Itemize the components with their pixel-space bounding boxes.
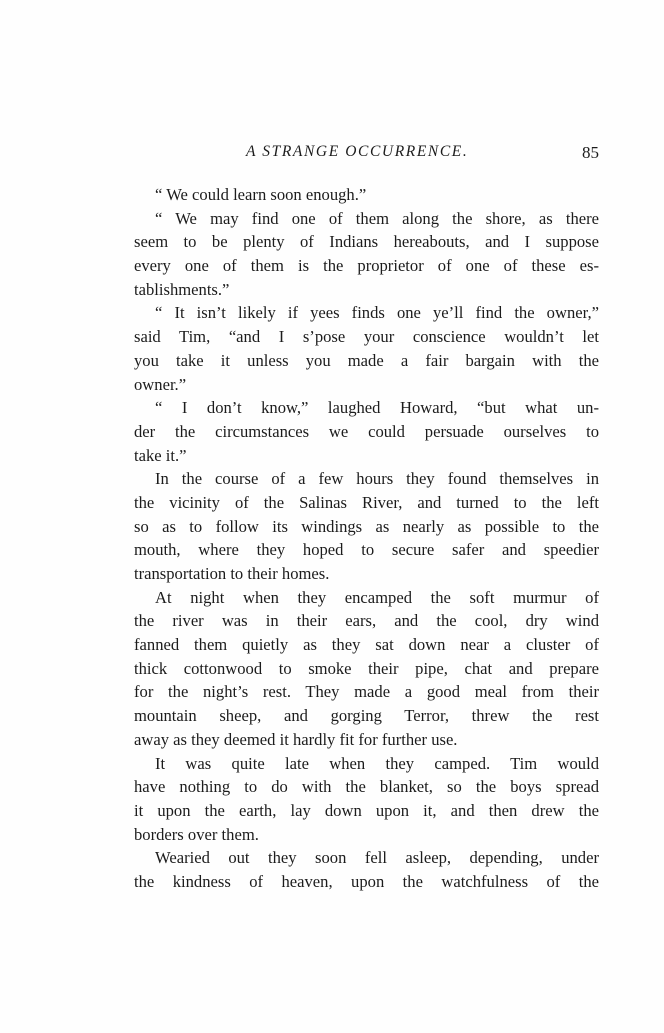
text-line: the kindness of heaven, upon the watchfulness of the — [134, 871, 599, 891]
text-line: tablishments.” — [134, 279, 230, 299]
page-number: 85 — [582, 143, 599, 162]
text-line: seem to be plenty of Indians hereabouts, and I suppose — [134, 232, 599, 252]
text-line: mouth, where they hoped to secure safer and speedier — [134, 540, 599, 560]
text-line: every one of them is the proprietor of one of these es- — [134, 256, 599, 276]
body-text — [134, 183, 599, 894]
text-line: thick cottonwood to smoke their pipe, chat and prepare — [134, 658, 599, 678]
text-line: Wearied out they soon fell asleep, depending, under — [155, 848, 599, 868]
text-line: for the night’s rest. They made a good meal from their — [134, 682, 599, 702]
text-line: der the circumstances we could persuade ourselves to — [134, 421, 599, 441]
text-line: have nothing to do with the blanket, so the boys spread — [134, 777, 599, 797]
text-line: so as to follow its windings as nearly as possible to the — [134, 516, 599, 536]
text-line: borders over them. — [134, 824, 259, 844]
text-line: said Tim, “and I s’pose your conscience wouldn’t let — [134, 327, 599, 347]
text-line: away as they deemed it hardly fit for further use. — [134, 729, 458, 749]
text-line: “ I don’t know,” laughed Howard, “but what un- — [155, 398, 599, 418]
text-line: “ We may find one of them along the shore, as there — [155, 208, 599, 228]
running-header — [134, 143, 599, 167]
text-line: transportation to their homes. — [134, 564, 330, 583]
text-line: take it.” — [134, 445, 187, 465]
text-line: In the course of a few hours they found themselves in — [155, 469, 599, 489]
text-line: it upon the earth, lay down upon it, and then drew the — [134, 800, 599, 820]
chapter-title: A STRANGE OCCURRENCE. — [246, 143, 469, 160]
text-line: mountain sheep, and gorging Terror, threw the rest — [134, 706, 599, 726]
text-line: you take it unless you made a fair bargain with the — [134, 350, 599, 370]
text-line: owner.” — [134, 374, 187, 394]
text-line: fanned them quietly as they sat down near a cluster of — [134, 635, 599, 655]
text-line: the vicinity of the Salinas River, and turned to the left — [134, 492, 599, 512]
text-line: “ We could learn soon enough.” — [155, 185, 367, 204]
text-line: At night when they encamped the soft murmur of — [155, 587, 599, 607]
text-line: “ It isn’t likely if yees finds one ye’ll find the owner,” — [155, 303, 599, 323]
text-line: the river was in their ears, and the cool, dry wind — [134, 611, 599, 631]
text-line: It was quite late when they camped. Tim would — [155, 753, 599, 773]
